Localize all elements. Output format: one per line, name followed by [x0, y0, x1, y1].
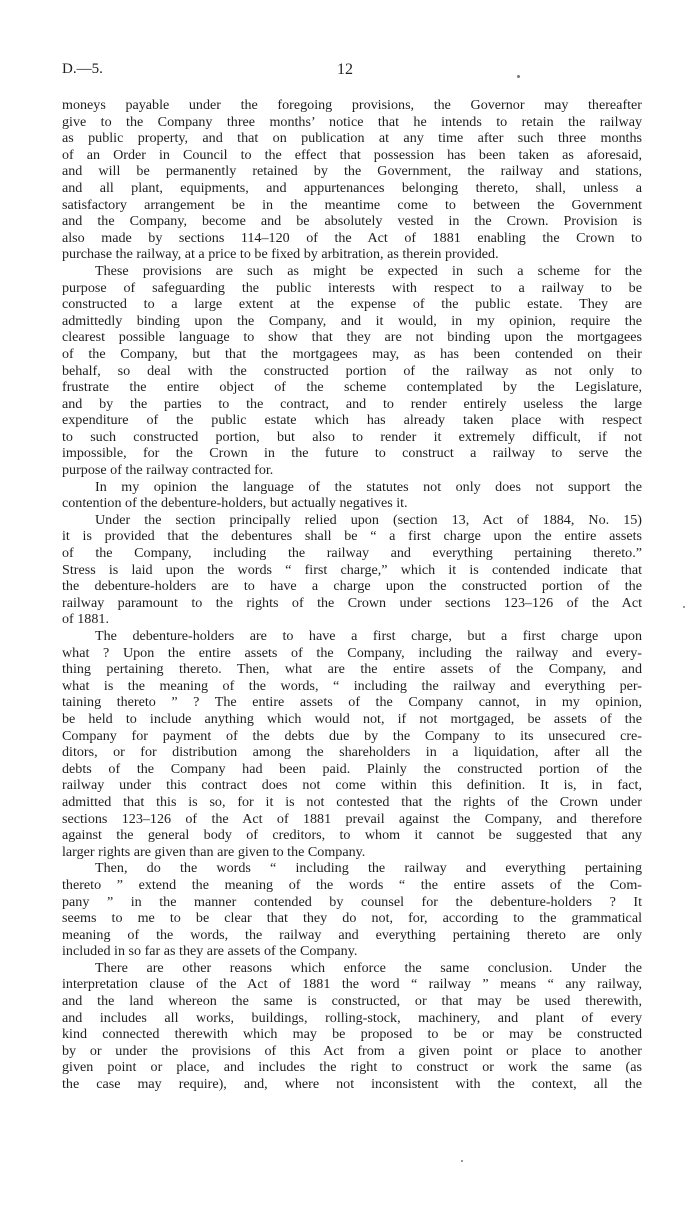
text-line: included in so far as they are assets of the Company. [62, 943, 358, 960]
text-line: and by the parties to the contract, and to render entirely useless the large [62, 395, 642, 412]
text-line: the debenture-holders are to have a charge upon the constructed portion of the [62, 578, 642, 595]
text-line: moneys payable under the foregoing provisions, the Governor may thereafter [62, 97, 642, 113]
text-line: frustrate the entire object of the scheme contemplated by the Legislature, [62, 379, 642, 396]
page-number: 12 [337, 61, 353, 78]
text-line: purchase the railway, at a price to be fixed by arbitration, as therein provided. [62, 246, 499, 263]
text-line: behalf, so deal with the constructed portion of the railway as not only to [62, 362, 642, 379]
text-line: Then, do the words “ including the railway and everything pertaining [95, 860, 642, 877]
text-line: These provisions are such as might be expected in such a scheme for the [95, 262, 642, 279]
text-line: and all plant, equipments, and appurtenances belonging thereto, shall, unless a [62, 179, 642, 196]
text-line: purpose of safeguarding the public interests with respect to a railway to be [62, 279, 642, 296]
text-line: and includes all works, buildings, rolling-stock, machinery, and plant of every [62, 1009, 642, 1026]
text-line: also made by sections 114–120 of the Act of 1881 enabling the Crown to [62, 229, 642, 246]
text-line: taining thereto ” ? The entire assets of the Company cannot, in my opinion, [62, 694, 642, 711]
text-line: seems to me to be clear that they do not, for, according to the grammatical [62, 910, 642, 927]
text-line: ditors, or for distribution among the shareholders in a liquidation, after all the [62, 744, 642, 761]
text-line: what is the meaning of the words, “ including the railway and everything per- [62, 677, 642, 694]
paper-speck [683, 606, 685, 608]
text-line: give to the Company three months’ notice that he intends to retain the railway [62, 113, 642, 130]
text-line: railway under this contract does not come within this definition. It is, in fact, [62, 777, 642, 794]
text-line: Stress is laid upon the words “ first charge,” which it is contended indicate that [62, 561, 642, 578]
text-line: clearest possible language to show that they are not binding upon the mortgagees [62, 329, 642, 346]
text-line: it is provided that the debentures shall be “ a first charge upon the entire assets [62, 528, 642, 545]
text-line: given point or place, and includes the right to construct or work the same (as [62, 1059, 642, 1076]
text-line: debts of the Company had been paid. Plainly the constructed portion of the [62, 760, 642, 777]
document-reference: D.—5. [62, 61, 103, 77]
text-line: and will be permanently retained by the Government, the railway and stations, [62, 163, 642, 180]
text-line: to such constructed portion, but also to render it extremely difficult, if not [62, 428, 642, 445]
text-line: Company for payment of the debts due by the Company to its unsecured cre- [62, 727, 642, 744]
text-line: of an Order in Council to the effect that possession has been taken as aforesaid, [62, 146, 642, 163]
text-line: against the general body of creditors, to whom it cannot be suggested that any [62, 827, 642, 844]
text-line: impossible, for the Crown in the future to construct a railway to serve the [62, 445, 642, 462]
text-line: sections 123–126 of the Act of 1881 prevail against the Company, and therefore [62, 810, 642, 827]
text-line: kind connected therewith which may be proposed to be or may be constructed [62, 1026, 642, 1043]
text-line: what ? Upon the entire assets of the Company, including the railway and every- [62, 644, 642, 661]
text-line: satisfactory arrangement be in the meantime come to between the Government [62, 196, 642, 213]
text-line: of the Company, but that the mortgagees may, as has been contended on their [62, 345, 642, 362]
text-line: of the Company, including the railway and everything pertaining thereto.” [62, 545, 642, 562]
text-line: thereto ” extend the meaning of the words “ the entire assets of the Com- [62, 876, 642, 893]
text-line: the case may require), and, where not inconsistent with the context, all the [62, 1076, 642, 1093]
text-line: The debenture-holders are to have a first charge, but a first charge upon [95, 628, 642, 644]
paper-speck [517, 75, 520, 78]
text-line: thing pertaining thereto. Then, what are the entire assets of the Company, and [62, 661, 642, 678]
text-line: contention of the debenture-holders, but actually negatives it. [62, 495, 408, 512]
text-line: admitted that this is so, for it is not contested that the rights of the Crown under [62, 793, 642, 810]
text-line: expenditure of the public estate which has already taken place with respect [62, 412, 642, 429]
text-line: larger rights are given than are given to the Company. [62, 843, 366, 860]
text-line: as public property, and that on publication at any time after such three months [62, 130, 642, 147]
text-line: constructed to a large extent at the expense of the public estate. They are [62, 296, 642, 313]
page-header [62, 61, 642, 81]
text-line: There are other reasons which enforce the same conclusion. Under the [95, 959, 642, 976]
text-line: and the Company, become and be absolutely vested in the Crown. Provision is [62, 213, 642, 230]
text-line: Under the section principally relied upon (section 13, Act of 1884, No. 15) [95, 511, 642, 528]
text-line: meaning of the words, the railway and everything pertaining thereto are only [62, 926, 642, 943]
text-line: interpretation clause of the Act of 1881 the word “ railway ” means “ any railway, [62, 976, 642, 993]
body-text [62, 97, 642, 1093]
text-line: In my opinion the language of the statutes not only does not support the [95, 478, 642, 495]
text-line: admittedly binding upon the Company, and it would, in my opinion, require the [62, 312, 642, 329]
text-line: railway paramount to the rights of the Crown under sections 123–126 of the Act [62, 594, 642, 611]
text-line: and the land whereon the same is constructed, or that may be used therewith, [62, 993, 642, 1010]
text-line: of 1881. [62, 611, 109, 628]
text-line: purpose of the railway contracted for. [62, 462, 274, 479]
text-line: pany ” in the manner contended by counsel for the debenture-holders ? It [62, 893, 642, 910]
paper-speck [461, 1160, 463, 1162]
text-line: be held to include anything which would not, if not mortgaged, be assets of the [62, 710, 642, 727]
text-line: by or under the provisions of this Act from a given point or place to another [62, 1042, 642, 1059]
